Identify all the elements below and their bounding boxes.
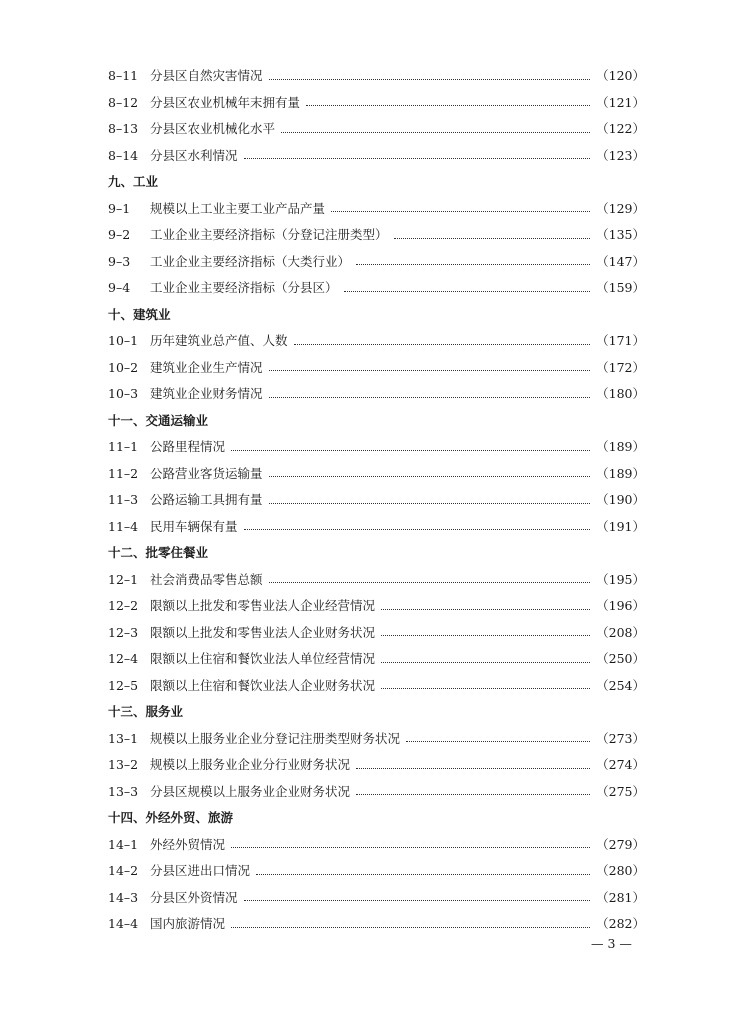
entry-title: 分县区自然灾害情况 — [150, 68, 263, 83]
entry-number: 8–14 — [108, 147, 139, 163]
dot-leader — [394, 238, 591, 239]
entry-title: 公路运输工具拥有量 — [150, 492, 263, 507]
entry-number: 9–1 — [108, 200, 131, 216]
toc-entry — [108, 381, 645, 408]
dot-leader — [381, 635, 590, 636]
toc-entry — [108, 143, 645, 170]
page-number: — 3 — — [591, 936, 632, 951]
dot-leader — [306, 105, 590, 106]
entry-number: 11–4 — [108, 518, 139, 534]
dot-leader — [381, 609, 590, 610]
entry-page: （189） — [596, 465, 645, 481]
entry-title: 分县区水利情况 — [150, 147, 238, 163]
entry-page: （196） — [596, 598, 645, 613]
dot-leader — [269, 397, 591, 398]
entry-number: 9–4 — [108, 280, 131, 295]
toc-entry — [108, 355, 645, 382]
entry-title: 规模以上工业主要工业产品产量 — [150, 200, 326, 216]
dot-leader — [269, 582, 591, 583]
toc-entry — [108, 832, 645, 859]
toc-entry — [108, 514, 645, 541]
entry-title: 分县区外资情况 — [150, 889, 238, 905]
entry-page: （135） — [596, 227, 645, 242]
dot-leader — [256, 874, 590, 875]
toc-entry — [108, 726, 645, 753]
entry-page: （282） — [596, 916, 645, 931]
entry-title: 外经外贸情况 — [150, 836, 226, 852]
toc-entry — [108, 461, 645, 488]
toc-entry — [108, 275, 645, 302]
entry-number: 8–12 — [108, 94, 139, 110]
toc-entry — [108, 593, 645, 620]
entry-page: （275） — [596, 783, 645, 799]
dot-leader — [231, 450, 590, 451]
entry-number: 12–1 — [108, 571, 139, 587]
entry-page: （122） — [596, 121, 645, 136]
dot-leader — [269, 79, 591, 80]
entry-number: 12–3 — [108, 624, 139, 640]
entry-number: 10–2 — [108, 359, 139, 375]
toc-entry — [108, 434, 645, 461]
entry-number: 10–3 — [108, 386, 139, 401]
dot-leader — [331, 211, 590, 212]
section-heading — [108, 699, 645, 726]
section-title: 十三、服务业 — [108, 704, 184, 719]
toc-entry — [108, 858, 645, 885]
entry-title: 工业企业主要经济指标（大类行业） — [150, 253, 351, 269]
entry-title: 限额以上批发和零售业法人企业经营情况 — [150, 598, 376, 613]
toc-entry — [108, 328, 645, 355]
entry-title: 建筑业企业生产情况 — [150, 359, 263, 375]
section-heading — [108, 408, 645, 435]
dot-leader — [381, 688, 590, 689]
entry-title: 建筑业企业财务情况 — [150, 386, 263, 401]
entry-page: （250） — [596, 651, 645, 666]
entry-number: 13–3 — [108, 783, 139, 799]
entry-page: （279） — [596, 836, 645, 852]
entry-page: （120） — [596, 68, 645, 83]
entry-title: 限额以上批发和零售业法人企业财务状况 — [150, 624, 376, 640]
dot-leader — [231, 847, 590, 848]
entry-number: 11–1 — [108, 439, 139, 454]
entry-title: 分县区规模以上服务业企业财务状况 — [150, 783, 351, 799]
toc-entry — [108, 620, 645, 647]
entry-page: （191） — [596, 518, 645, 534]
entry-number: 12–2 — [108, 598, 139, 613]
entry-number: 13–2 — [108, 757, 139, 772]
entry-title: 工业企业主要经济指标（分县区） — [150, 280, 338, 295]
section-heading — [108, 540, 645, 567]
table-of-contents — [108, 63, 645, 938]
toc-entry — [108, 222, 645, 249]
entry-page: （171） — [596, 333, 645, 348]
entry-title: 分县区进出口情况 — [150, 863, 251, 878]
entry-number: 10–1 — [108, 333, 139, 348]
entry-page: （172） — [596, 359, 645, 375]
entry-number: 14–1 — [108, 836, 139, 852]
toc-entry — [108, 63, 645, 90]
section-heading — [108, 169, 645, 196]
section-title: 十二、批零住餐业 — [108, 545, 209, 560]
section-title: 十一、交通运输业 — [108, 412, 209, 428]
entry-title: 社会消费品零售总额 — [150, 571, 263, 587]
entry-page: （129） — [596, 200, 645, 216]
dot-leader — [406, 741, 590, 742]
dot-leader — [344, 291, 591, 292]
entry-number: 11–3 — [108, 492, 139, 507]
toc-entry — [108, 752, 645, 779]
entry-number: 12–4 — [108, 651, 139, 666]
entry-title: 公路里程情况 — [150, 439, 226, 454]
entry-page: （190） — [596, 492, 645, 507]
toc-entry — [108, 779, 645, 806]
dot-leader — [244, 529, 591, 530]
dot-leader — [356, 794, 590, 795]
entry-title: 工业企业主要经济指标（分登记注册类型） — [150, 227, 388, 242]
entry-title: 限额以上住宿和餐饮业法人企业财务状况 — [150, 677, 376, 693]
entry-number: 13–1 — [108, 730, 139, 746]
toc-entry — [108, 673, 645, 700]
entry-title: 公路营业客货运输量 — [150, 465, 263, 481]
entry-number: 14–2 — [108, 863, 139, 878]
dot-leader — [244, 900, 591, 901]
entry-number: 9–2 — [108, 227, 131, 242]
toc-entry — [108, 196, 645, 223]
dot-leader — [356, 768, 590, 769]
toc-entry — [108, 567, 645, 594]
entry-number: 9–3 — [108, 253, 131, 269]
section-title: 九、工业 — [108, 174, 159, 189]
entry-page: （147） — [596, 253, 645, 269]
entry-page: （254） — [596, 677, 645, 693]
entry-page: （208） — [596, 624, 645, 640]
entry-title: 国内旅游情况 — [150, 916, 226, 931]
dot-leader — [231, 927, 590, 928]
entry-number: 11–2 — [108, 465, 139, 481]
entry-number: 12–5 — [108, 677, 139, 693]
entry-page: （274） — [596, 757, 645, 772]
toc-entry — [108, 885, 645, 912]
entry-title: 历年建筑业总产值、人数 — [150, 333, 288, 348]
toc-entry — [108, 646, 645, 673]
entry-title: 规模以上服务业企业分登记注册类型财务状况 — [150, 730, 401, 746]
entry-page: （159） — [596, 280, 645, 295]
entry-page: （195） — [596, 571, 645, 587]
entry-title: 规模以上服务业企业分行业财务状况 — [150, 757, 351, 772]
entry-number: 8–13 — [108, 121, 139, 136]
entry-number: 14–4 — [108, 916, 139, 931]
toc-entry — [108, 487, 645, 514]
entry-title: 分县区农业机械化水平 — [150, 121, 276, 136]
entry-number: 14–3 — [108, 889, 139, 905]
section-heading — [108, 302, 645, 329]
dot-leader — [294, 344, 591, 345]
entry-page: （280） — [596, 863, 645, 878]
toc-entry — [108, 90, 645, 117]
dot-leader — [244, 158, 591, 159]
dot-leader — [356, 264, 590, 265]
section-heading — [108, 805, 645, 832]
dot-leader — [269, 476, 591, 477]
dot-leader — [281, 132, 590, 133]
dot-leader — [381, 662, 590, 663]
toc-entry — [108, 911, 645, 938]
dot-leader — [269, 503, 591, 504]
entry-page: （180） — [596, 386, 645, 401]
entry-title: 分县区农业机械年末拥有量 — [150, 94, 301, 110]
toc-entry — [108, 249, 645, 276]
section-title: 十四、外经外贸、旅游 — [108, 810, 234, 825]
section-title: 十、建筑业 — [108, 306, 171, 322]
entry-page: （281） — [596, 889, 645, 905]
entry-page: （121） — [596, 94, 645, 110]
entry-page: （123） — [596, 147, 645, 163]
dot-leader — [269, 370, 591, 371]
entry-title: 限额以上住宿和餐饮业法人单位经营情况 — [150, 651, 376, 666]
entry-number: 8–11 — [108, 68, 139, 83]
toc-entry — [108, 116, 645, 143]
entry-page: （273） — [596, 730, 645, 746]
entry-page: （189） — [596, 439, 645, 454]
entry-title: 民用车辆保有量 — [150, 518, 238, 534]
